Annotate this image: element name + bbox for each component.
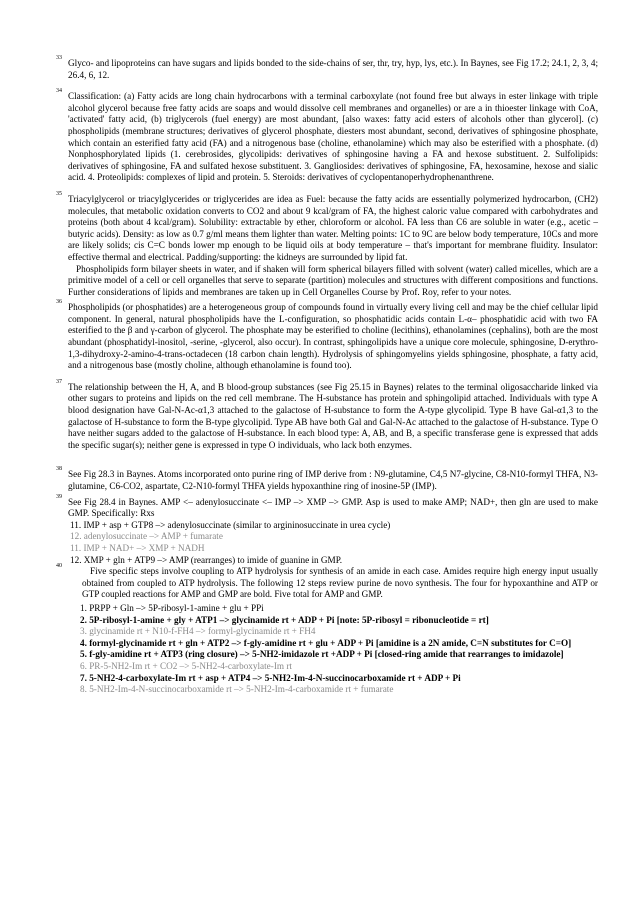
footnote-35 <box>56 190 598 298</box>
footnote-text: Phospholipids (or phosphatides) are a heterogeneous group of compounds found in virtually every living cell and may be the chief cellular lipid component. In general, natural phospholipids have the L-configuration, so phosphatidic acids contain L-α– phosphatidic acid with two FA esterified to the β and γ-carbon of glycerol. The phosphate may be esterified to choline (lecithins), ethanolamines (cephalins), both are the most abundant (phosphatidyl-inositol, -serine, -glycerol, also occur). In contrast, sphingolipids have a unique core molecule, sphingosine, D-erythro-1,3-dihydroxy-2-amino-4-trans-octadecen (18 carbon chain length). Hydrolysis of sphingomyelins yields sphingosine, phosphate, a fatty acid, and a nitrogenous base (mostly choline, although ethanolamine is found too). <box>68 302 598 371</box>
reaction-line: 12. adenylosuccinate –> AMP + fumarate <box>70 531 223 542</box>
footnote-number: 35 <box>56 190 62 197</box>
footnote-34 <box>56 88 598 184</box>
footnote-text: The relationship between the H, A, and B blood-group substances (see Fig 25.15 in Baynes) relates to the terminal oligosaccharide linked via other sugars to proteins and lipids on the red cell membrane. The H-substance has protein and sphingolipid attached. Individuals with type A blood designation have Gal-N-Ac-α1,3 attached to the galactose of H-substance to form the A-type glycolipid. Type B have Gal-α1,3 to the galactose of H-substance to form the B-type glycolipid. Type AB have both Gal and Gal-N-Ac attached to the galactose of H-substance. Type O have neither sugars added to the galactose of H-substance. In each blood type: A, AB, and B, a specific transferase gene is expressed that adds the specific sugar(s); neither gene is expressed in type O individuals, who lack both enzymes. <box>68 381 598 450</box>
step-line: 2. 5P-ribosyl-1-amine + gly + ATP1 –> glycinamide rt + ADP + Pi [note: 5P-ribosyl = ribonucleotide = rt] <box>80 614 489 625</box>
step-line: 8. 5-NH2-Im-4-N-succinocarboxamide rt –> 5-NH2-Im-4-carboxamide rt + fumarate <box>80 684 394 695</box>
footnote-text: Classification: (a) Fatty acids are long chain hydrocarbons with a terminal carboxylate (not found free but always in ester linkage with triple alcohol glycerol because free fatty acids are soaps and would dissolve cell membranes and organelles) or are a in thioester linkage with CoA, 'activated' fatty acid, (b) triglycerols (fuel energy) are most abundant, [also waxes: fatty acid esters of alcohols other than glycerol]. (c) phospholipids (membrane structures; derivatives of glycerol phosphate, diesters most abundant, second, derivatives of sphingosine phosphate, which contain an esterified fatty acid (FA) and a nitrogenous base (choline, ethanolamine) which may also be esterified with a phosphate. (d) Nonphosphorylated lipids (1. cerebrosides, glycolipids: derivatives of sphingosine having a FA and hexose substituent. 2. Sulfolipids: derivatives of sphingosine, FA and sulfated hexose substituent. 3. Gangliosides: derivatives of sphingosine, FA, hexosamine, hexose and sialic acid. 4. Proteolipids: complexes of lipid and protein. 5. Steroids: derivatives of cyclopentanoperhydrophenanthrene. <box>68 91 598 183</box>
reaction-line: 11. IMP + NAD+ –> XMP + NADH <box>70 542 205 553</box>
footnote-number: 34 <box>56 88 62 95</box>
footnote-33 <box>56 55 598 81</box>
footnote-text: See Fig 28.3 in Baynes. Atoms incorporated onto purine ring of IMP derive from : N9-glutamine, C4,5 N7-glycine, C8-N10-formyl THFA, N3-glutamine, C6-CO2, aspartate, C2-N10-formyl THFA yields hypoxanthine ring of inosine-5P (IMP). <box>68 469 598 491</box>
reaction-line: 11. IMP + asp + GTP8 –> adenylosuccinate (similar to argininosuccinate in urea cycle) <box>70 519 391 530</box>
reaction-line: 12. XMP + gln + ATP9 –> AMP (rearranges) to imide of guanine in GMP. <box>70 554 343 565</box>
footnote-text: Five specific steps involve coupling to ATP hydrolysis for synthesis of an amide in each case. Amides require high energy input usually obtained from coupled to ATP hydrolysis. The following 12 steps review purine de novo synthesis. The four for hypoxanthine and ATP or GTP coupled reactions for AMP and GMP are bold. Five total for AMP and GMP. <box>82 566 598 600</box>
footnote-number: 39 <box>56 493 62 500</box>
footnote-number: 40 <box>56 563 62 570</box>
step-line: 6. PR-5-NH2-Im rt + CO2 –> 5-NH2-4-carboxylate-Im rt <box>80 660 292 671</box>
step-line: 5. f-gly-amidine rt + ATP3 (ring closure) –> 5-NH2-imidazole rt +ADP + Pi [closed-ring amide that rearranges to imidazole] <box>80 649 564 660</box>
footnote-text: Glyco- and lipoproteins can have sugars and lipids bonded to the side-chains of ser, thr, try, hyp, lys, etc.). In Baynes, see Fig 17.2; 24.1, 2, 3, 4; 26.4, 6, 12. <box>68 58 598 80</box>
footnote-38 <box>56 466 598 492</box>
footnote-40 <box>56 563 598 601</box>
footnote-text: Triacylglycerol or triacylglycerides or triglycerides are idea as Fuel: because the fatty acids are essentially polymerized hydrocarbon, (CH2) molecules, that metabolic oxidation converts to CO2 and about 9 kcal/gram of FA, the highest caloric value compared with carbohydrates and proteins (both about 4 kcal/gram). Solubility: extractable by ether, chloroform or alcohol. FA less than C6 are soluble in water (e.g., acetic – butyric acids). Density: as low as 0.7 g/ml means them lighter than water. Melting points: 1C to 9C are below body temperature, 10Cs and more are likely solids; cis C=C bonds lower mp enough to be liquid oils at body temperature – that's important for membrane fluidity. Insulator: effective thermal and electrical. Padding/supporting: the kidneys are surrounded by lipid fat. <box>68 193 598 262</box>
footnote-36 <box>56 299 598 372</box>
footnote-number: 36 <box>56 299 62 306</box>
purine-synthesis-steps <box>60 603 598 696</box>
footnote-text: See Fig 28.4 in Baynes. AMP <– adenylosuccinate <– IMP –> XMP –> GMP. Asp is used to make AMP; NAD+, then gln are used to make GMP. Specifically: Rxs <box>68 496 598 519</box>
step-line: 4. formyl-glycinamide rt + gln + ATP2 –> f-gly-amidine rt + glu + ADP + Pi [amidine is a 2N amide, C=N substitutes for C=O] <box>80 637 572 648</box>
footnote-number: 33 <box>56 55 62 61</box>
footnote-text-continued: Phospholipids form bilayer sheets in water, and if shaken will form spherical bilayers filled with solvent (water) called micelles, which are a primitive model of a cell or cell organelles that serve to separate (partition) molecules and structures with different compositions and functions. Further considerations of lipids and membranes are taken up in Cell Organelles Course by Prof. Roy, refer to your notes. <box>68 263 598 297</box>
footnote-number: 38 <box>56 466 62 473</box>
step-line: 1. PRPP + Gln –> 5P-ribosyl-1-amine + glu + PPi <box>80 602 264 613</box>
footnote-37 <box>56 378 598 452</box>
step-line: 7. 5-NH2-4-carboxylate-Im rt + asp + ATP4 –> 5-NH2-Im-4-N-succinocarboxamide rt + ADP + Pi <box>80 672 461 683</box>
footnote-number: 37 <box>56 378 62 385</box>
step-line: 3. glycinamide rt + N10-f-FH4 –> formyl-glycinamide rt + FH4 <box>80 626 316 637</box>
